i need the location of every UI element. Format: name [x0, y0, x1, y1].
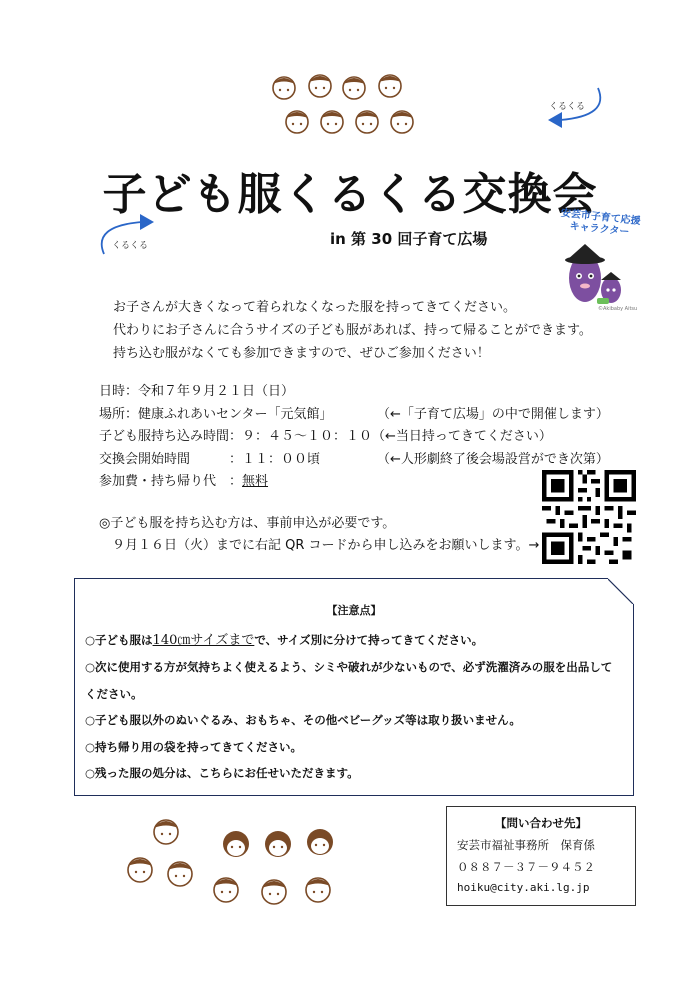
note-item: ○次に使用する方が気持ちよく使えるよう、シミや破れが少ないもので、必ず洗濯済みの服を出品して	[85, 660, 613, 675]
notes-box	[74, 578, 634, 796]
info-fee-label: 参加費・持ち帰り代 ：	[99, 474, 243, 489]
intro-text	[113, 296, 592, 365]
info-start-note: （←人形劇終了後会場設営ができ次第）	[377, 451, 609, 467]
event-info	[99, 381, 609, 494]
info-start-row	[99, 449, 609, 472]
info-place-row	[99, 404, 609, 427]
mascot-caption: 安芸市子育て応援キャラクター	[560, 207, 642, 239]
arrow-label-top: くるくる	[549, 102, 586, 112]
info-drop-time: 子ども服持ち込み時間：９：４５～１０：１０（←当日持ってきてください）	[99, 429, 552, 444]
info-date: 日時：令和７年９月２１日（日）	[99, 384, 295, 399]
mascot-copyright: ©Akibaby Aitsu	[598, 306, 638, 312]
intro-line: 代わりにお子さんに合うサイズの子ども服があれば、持って帰ることができます。	[113, 323, 592, 338]
contact-box	[446, 806, 636, 906]
folded-corner-icon	[608, 578, 634, 604]
arrow-label-bottom: くるくる	[112, 241, 149, 251]
notes-list	[85, 627, 625, 786]
application-text	[99, 513, 539, 557]
note-text: で、サイズ別に分けて持ってきてください。	[254, 633, 484, 647]
note-size-limit: 140㎝サイズまで	[152, 633, 255, 648]
info-start-time: 交換会開始時間 ：１１：００頃	[99, 451, 321, 467]
contact-email[interactable]: hoiku@city.aki.lg.jp	[457, 881, 590, 894]
contact-office: 安芸市福祉事務所 保育係	[457, 838, 595, 852]
intro-line: 持ち込む服がなくても参加できますので、ぜひご参加ください！	[113, 346, 490, 361]
info-fee-row	[99, 471, 552, 494]
note-item	[85, 627, 625, 654]
notes-heading: 【注意点】	[326, 604, 382, 617]
apply-line-2: ９月１６日（火）までに右記 QR コードから申し込みをお願いします。→	[99, 538, 540, 553]
faces-illustration-bottom	[118, 812, 374, 912]
info-place-note: （←「子育て広場」の中で開催します）	[377, 406, 609, 422]
contact-phone[interactable]: ０８８７－３７－９４５２	[457, 860, 595, 874]
note-item-continued: ください。	[85, 686, 143, 701]
contact-heading: 【問い合わせ先】	[495, 816, 587, 830]
note-item: ○子ども服以外のぬいぐるみ、おもちゃ、その他ベビーグッズ等は取り扱いません。	[85, 713, 521, 728]
note-text: ○子ども服は	[85, 633, 153, 647]
apply-line-1: ◎子ども服を持ち込む方は、事前申込が必要です。	[99, 516, 396, 531]
faces-illustration-top	[262, 70, 432, 140]
info-fee-value: 無料	[242, 474, 269, 489]
page-subtitle: in 第 30 回子育て広場	[330, 230, 488, 248]
page-title: 子ども服くるくる交換会	[102, 169, 598, 220]
qr-code[interactable]	[542, 470, 636, 564]
info-place: 場所：健康ふれあいセンター「元気館」	[99, 406, 333, 422]
note-item: ○持ち帰り用の袋を持ってきてください。	[85, 739, 303, 754]
note-item: ○残った服の処分は、こちらにお任せいただきます。	[85, 766, 359, 781]
intro-line: お子さんが大きくなって着られなくなった服を持ってきてください。	[113, 300, 517, 315]
